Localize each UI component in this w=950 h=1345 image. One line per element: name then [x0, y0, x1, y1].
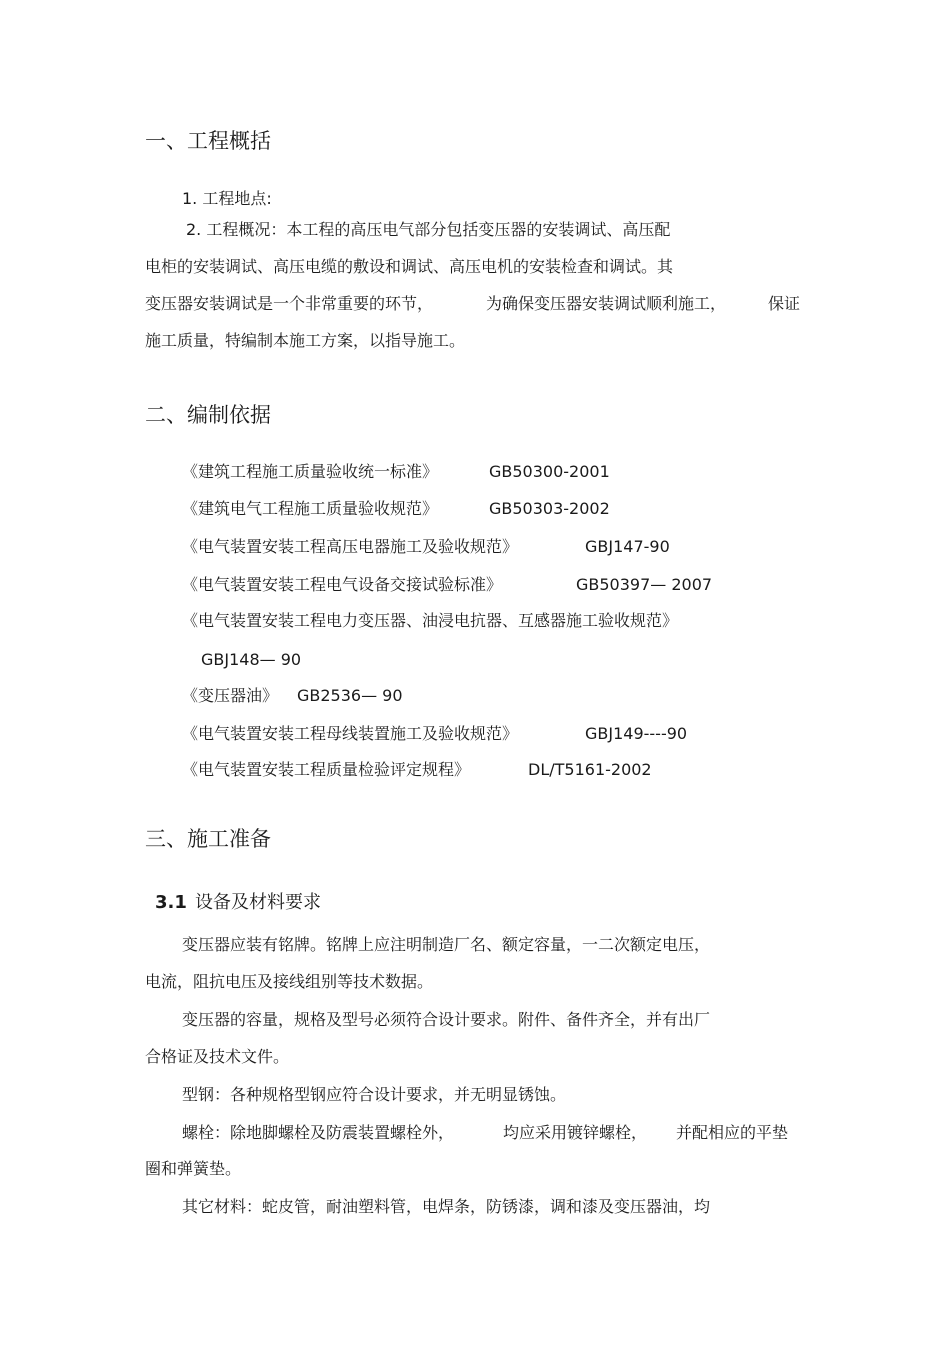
item-2-line-1: 2. 工程概况：本工程的高压电气部分包括变压器的安装调试、高压配 [186, 220, 671, 239]
item-2-line-3b: 为确保变压器安装调试顺利施工， [486, 294, 727, 313]
section-3-heading: 三、施工准备 [145, 827, 271, 851]
ref-code: GB2536— 90 [297, 686, 403, 705]
para-4-line-1a: 螺栓：除地脚螺栓及防震装置螺栓外， [182, 1123, 455, 1142]
para-2-line-2: 合格证及技术文件。 [145, 1047, 290, 1066]
item-2-line-2: 电柜的安装调试、高压电缆的敷设和调试、高压电机的安装检查和调试。其 [145, 257, 674, 276]
ref-code: GB50303-2002 [489, 499, 610, 518]
ref-code: GBJ147-90 [585, 537, 670, 556]
ref-code: DL/T5161-2002 [528, 760, 652, 779]
ref-title: 《变压器油》 [182, 686, 279, 705]
item-2-line-3a: 变压器安装调试是一个非常重要的环节， [145, 294, 434, 313]
ref-code: GBJ148— 90 [201, 650, 302, 669]
item-2-line-3c: 保证 [768, 294, 801, 313]
subsection-title: 设备及材料要求 [195, 892, 321, 913]
ref-code: GBJ149----90 [585, 724, 688, 743]
section-1-heading: 一、工程概括 [145, 129, 271, 153]
ref-title: 《电气装置安装工程电力变压器、油浸电抗器、互感器施工验收规范》 [182, 611, 679, 630]
para-3: 型钢：各种规格型钢应符合设计要求，并无明显锈蚀。 [182, 1085, 567, 1104]
ref-title: 《建筑电气工程施工质量验收规范》 [182, 499, 439, 518]
para-5: 其它材料：蛇皮管，耐油塑料管，电焊条，防锈漆，调和漆及变压器油，均 [182, 1197, 711, 1216]
para-4-line-2: 圈和弹簧垫。 [145, 1159, 242, 1178]
ref-title: 《电气装置安装工程电气设备交接试验标准》 [182, 575, 503, 594]
ref-code: GB50300-2001 [489, 462, 610, 481]
ref-title: 《电气装置安装工程高压电器施工及验收规范》 [182, 537, 519, 556]
ref-title: 《建筑工程施工质量验收统一标准》 [182, 462, 439, 481]
ref-title: 《电气装置安装工程母线装置施工及验收规范》 [182, 724, 519, 743]
section-2-heading: 二、编制依据 [145, 403, 271, 427]
item-2-line-4: 施工质量，特编制本施工方案，以指导施工。 [145, 331, 466, 350]
subsection-number: 3.1 [155, 892, 187, 913]
para-1-line-1: 变压器应装有铭牌。铭牌上应注明制造厂名、额定容量，一二次额定电压， [182, 935, 711, 954]
item-1-location: 1. 工程地点: [182, 189, 272, 208]
para-1-line-2: 电流，阻抗电压及接线组别等技术数据。 [145, 972, 434, 991]
ref-code: GB50397— 2007 [576, 575, 713, 594]
para-2-line-1: 变压器的容量，规格及型号必须符合设计要求。附件、备件齐全，并有出厂 [182, 1010, 711, 1029]
para-4-line-1b: 均应采用镀锌螺栓， [503, 1123, 648, 1142]
ref-title: 《电气装置安装工程质量检验评定规程》 [182, 760, 471, 779]
para-4-line-1c: 并配相应的平垫 [676, 1123, 789, 1142]
